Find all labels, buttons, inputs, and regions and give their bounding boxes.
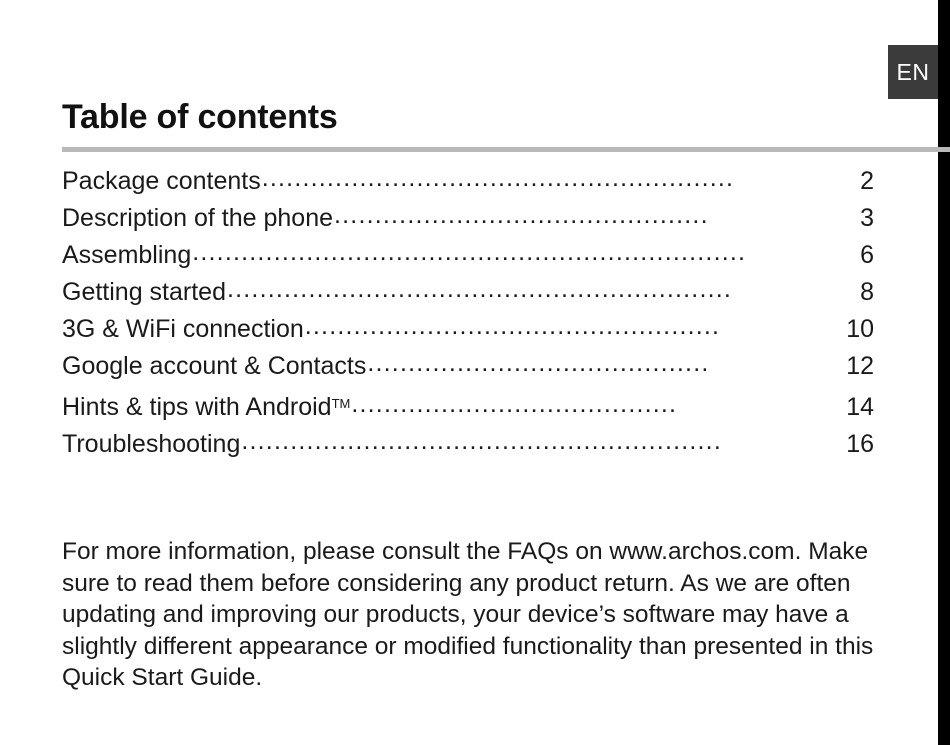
language-tab (888, 45, 938, 99)
toc-leader-dots: .......................................................... (261, 164, 735, 192)
toc-entry[interactable] (62, 200, 874, 237)
toc-leader-dots: ................................................... (304, 312, 721, 340)
document-content (62, 0, 874, 479)
toc-entry-label: Assembling (62, 241, 192, 269)
toc-leader-dots: .............................................. (334, 201, 709, 229)
toc-entry-page-number: 14 (846, 393, 874, 421)
toc-entry[interactable] (62, 274, 874, 311)
toc-entry-label: Package contents (62, 167, 261, 195)
toc-entry-page-number: 2 (860, 167, 874, 195)
toc-entry-label: 3G & WiFi connection (62, 315, 304, 343)
language-tab-label: EN (896, 58, 930, 85)
toc-entry[interactable] (62, 348, 874, 385)
trademark-superscript: TM (331, 396, 351, 411)
information-note-text: For more information, please consult the FAQs on www.archos.com. Make sure to read them before considering any product return. As we are often updating and improving our products, your device’s software may have a slightly different appearance or modified functionality than presented in this Quick Start Guide. (62, 538, 874, 691)
toc-leader-dots: .............................................................. (226, 275, 733, 303)
toc-entry-page-number: 3 (860, 204, 874, 232)
toc-leader-dots: ........................................ (351, 390, 678, 418)
toc-entry-label: Google account & Contacts (62, 352, 367, 380)
information-note (62, 536, 882, 694)
toc-entry[interactable] (62, 311, 874, 348)
page-title: Table of contents (62, 98, 338, 136)
toc-entry-page-number: 6 (860, 241, 874, 269)
toc-entry-page-number: 16 (846, 430, 874, 458)
toc-entry-label: Hints & tips with Android™ (62, 393, 351, 421)
toc-entry[interactable] (62, 385, 874, 426)
toc-entry[interactable] (62, 163, 874, 200)
toc-entry-label: Description of the phone (62, 204, 334, 232)
toc-leader-dots: .......................................... (367, 349, 710, 377)
toc-leader-dots: ........................................................... (241, 427, 722, 455)
table-of-contents (62, 163, 874, 463)
toc-entry-label: Getting started (62, 278, 226, 306)
toc-entry-page-number: 8 (860, 278, 874, 306)
toc-entry[interactable] (62, 237, 874, 274)
toc-entry[interactable] (62, 426, 874, 463)
toc-entry-label: Troubleshooting (62, 430, 241, 458)
toc-leader-dots: .................................................................... (192, 238, 747, 266)
page-edge-strip (938, 0, 950, 745)
toc-entry-page-number: 10 (846, 315, 874, 343)
toc-entry-page-number: 12 (846, 352, 874, 380)
title-divider (62, 147, 950, 152)
